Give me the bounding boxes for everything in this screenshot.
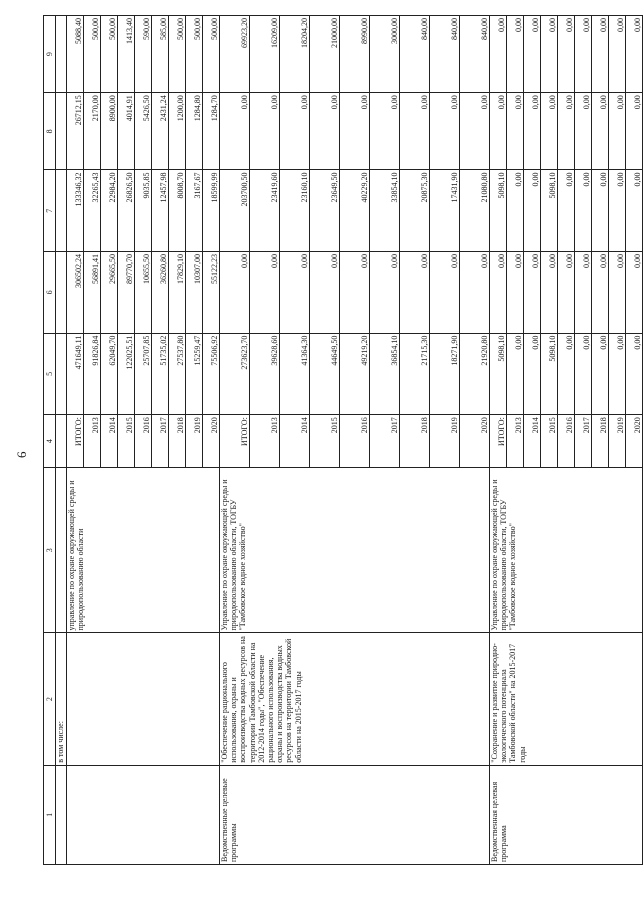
- cell-empty: [56, 468, 67, 633]
- amount-cell: 840,00: [400, 16, 430, 93]
- agency-name: управление по охране окружающей среды и природопользованию области: [67, 468, 220, 633]
- amount-cell: 0,00: [250, 93, 280, 170]
- amount-cell: 0,00: [558, 333, 575, 415]
- amount-cell: 3167,67: [186, 170, 203, 252]
- amount-cell: 21715,30: [400, 333, 430, 415]
- amount-cell: 500,00: [84, 16, 101, 93]
- cell-empty: [67, 765, 220, 864]
- year-cell: ИТОГО:: [67, 415, 84, 468]
- amount-cell: 29665,50: [101, 252, 118, 334]
- amount-cell: 41364,30: [280, 333, 310, 415]
- year-cell: 2014: [101, 415, 118, 468]
- year-cell: 2013: [84, 415, 101, 468]
- amount-cell: 56891,41: [84, 252, 101, 334]
- amount-cell: 500,00: [169, 16, 186, 93]
- amount-cell: 27537,80: [169, 333, 186, 415]
- year-cell: 2017: [370, 415, 400, 468]
- amount-cell: 2431,24: [152, 93, 169, 170]
- amount-cell: 0,00: [575, 252, 592, 334]
- amount-cell: 0,00: [507, 170, 524, 252]
- amount-cell: 0,00: [541, 16, 558, 93]
- amount-cell: 590,00: [135, 16, 152, 93]
- header-row: [44, 16, 56, 865]
- year-cell: 2019: [186, 415, 203, 468]
- amount-cell: 55122,23: [203, 252, 220, 334]
- amount-cell: 0,00: [558, 16, 575, 93]
- amount-cell: 2170,00: [84, 93, 101, 170]
- amount-cell: 36854,10: [370, 333, 400, 415]
- year-cell: 2017: [152, 415, 169, 468]
- amount-cell: 0,00: [592, 333, 609, 415]
- year-cell: 2018: [592, 415, 609, 468]
- cell-empty: [56, 252, 67, 334]
- amount-cell: 0,00: [626, 170, 643, 252]
- amount-cell: 273623,70: [220, 333, 250, 415]
- header-cell: 6: [44, 252, 56, 334]
- year-cell: 2015: [118, 415, 135, 468]
- amount-cell: 0,00: [340, 252, 370, 334]
- amount-cell: 89770,70: [118, 252, 135, 334]
- year-cell: 2019: [609, 415, 626, 468]
- amount-cell: 10307,00: [186, 252, 203, 334]
- amount-cell: 306502,24: [67, 252, 84, 334]
- year-cell: 2015: [310, 415, 340, 468]
- amount-cell: 133346,32: [67, 170, 84, 252]
- amount-cell: 20875,30: [400, 170, 430, 252]
- cell-empty: [56, 16, 67, 93]
- amount-cell: 0,00: [592, 252, 609, 334]
- amount-cell: 500,00: [101, 16, 118, 93]
- amount-cell: 40229,20: [340, 170, 370, 252]
- amount-cell: 22984,20: [101, 170, 118, 252]
- amount-cell: 0,00: [524, 333, 541, 415]
- header-cell: 9: [44, 16, 56, 93]
- year-cell: 2013: [250, 415, 280, 468]
- program-executor: Управление по охране окружающей среды и природопользованию области, ТОГБУ "Тамбовское водное хозяйство": [220, 468, 490, 633]
- amount-cell: 21920,80: [460, 333, 490, 415]
- amount-cell: 0,00: [310, 252, 340, 334]
- header-cell: 4: [44, 415, 56, 468]
- table-row: [490, 16, 507, 865]
- amount-cell: 10655,50: [135, 252, 152, 334]
- header-cell: 5: [44, 333, 56, 415]
- cell-empty: [56, 415, 67, 468]
- amount-cell: 471649,11: [67, 333, 84, 415]
- table-row: [220, 16, 250, 865]
- amount-cell: 0,00: [490, 16, 507, 93]
- amount-cell: 75506,92: [203, 333, 220, 415]
- amount-cell: 3000,00: [370, 16, 400, 93]
- amount-cell: 0,00: [609, 333, 626, 415]
- amount-cell: 8990,00: [340, 16, 370, 93]
- amount-cell: 0,00: [558, 93, 575, 170]
- amount-cell: 25707,85: [135, 333, 152, 415]
- subheading-label: в том числе:: [56, 633, 67, 765]
- amount-cell: 17829,10: [169, 252, 186, 334]
- amount-cell: 0,00: [575, 93, 592, 170]
- amount-cell: 122025,51: [118, 333, 135, 415]
- amount-cell: 5088,40: [67, 16, 84, 93]
- amount-cell: 0,00: [575, 16, 592, 93]
- year-cell: 2020: [626, 415, 643, 468]
- amount-cell: 0,00: [558, 170, 575, 252]
- year-cell: 2020: [460, 415, 490, 468]
- program-name: "Обеспечение рационального использования, охраны и воспроизводства водных ресурсов на территории Тамбовской области на 2012-2014 годы", "Обеспечение рационального использования, охраны и воспроизводства водных ресурсов на территории Тамбовской области на 2015-2017 годы: [220, 633, 490, 765]
- program-executor: Управление по охране окружающей среды и природопользованию области, ТОГБУ "Тамбовское водное хозяйство": [490, 468, 643, 633]
- amount-cell: 12457,98: [152, 170, 169, 252]
- amount-cell: 0,00: [370, 93, 400, 170]
- amount-cell: 5098,10: [541, 333, 558, 415]
- amount-cell: 0,00: [626, 252, 643, 334]
- amount-cell: 5098,10: [541, 170, 558, 252]
- header-cell: 7: [44, 170, 56, 252]
- amount-cell: 0,00: [310, 93, 340, 170]
- amount-cell: 0,00: [541, 93, 558, 170]
- amount-cell: 0,00: [400, 93, 430, 170]
- page-number: 6: [14, 451, 29, 458]
- amount-cell: 18204,20: [280, 16, 310, 93]
- amount-cell: 0,00: [575, 170, 592, 252]
- amount-cell: 0,00: [280, 252, 310, 334]
- header-cell: 8: [44, 93, 56, 170]
- year-cell: 2019: [430, 415, 460, 468]
- amount-cell: 49219,20: [340, 333, 370, 415]
- cell-empty: [67, 633, 220, 765]
- amount-cell: 5426,50: [135, 93, 152, 170]
- amount-cell: 23419,60: [250, 170, 280, 252]
- amount-cell: 1413,40: [118, 16, 135, 93]
- amount-cell: 23160,10: [280, 170, 310, 252]
- year-cell: 2016: [135, 415, 152, 468]
- amount-cell: 39628,60: [250, 333, 280, 415]
- program-name: "Сохранение и развитие природно-экологического потенциала Тамбовской области" на 2015-2017 годы: [490, 633, 643, 765]
- budget-table: [43, 15, 643, 865]
- amount-cell: 26826,50: [118, 170, 135, 252]
- year-cell: 2018: [169, 415, 186, 468]
- amount-cell: 500,00: [186, 16, 203, 93]
- amount-cell: 44649,50: [310, 333, 340, 415]
- amount-cell: 0,00: [340, 93, 370, 170]
- table-row: [67, 16, 84, 865]
- amount-cell: 0,00: [626, 333, 643, 415]
- amount-cell: 17431,90: [430, 170, 460, 252]
- amount-cell: 8008,70: [169, 170, 186, 252]
- amount-cell: 33854,10: [370, 170, 400, 252]
- amount-cell: 0,00: [490, 252, 507, 334]
- amount-cell: 0,00: [507, 252, 524, 334]
- amount-cell: 0,00: [280, 93, 310, 170]
- year-cell: 2014: [280, 415, 310, 468]
- amount-cell: 91826,84: [84, 333, 101, 415]
- amount-cell: 0,00: [524, 93, 541, 170]
- amount-cell: 0,00: [490, 93, 507, 170]
- amount-cell: 0,00: [430, 252, 460, 334]
- amount-cell: 0,00: [626, 16, 643, 93]
- year-cell: ИТОГО:: [220, 415, 250, 468]
- amount-cell: 0,00: [507, 333, 524, 415]
- amount-cell: 16209,00: [250, 16, 280, 93]
- amount-cell: 500,00: [203, 16, 220, 93]
- amount-cell: 0,00: [592, 93, 609, 170]
- header-cell: 3: [44, 468, 56, 633]
- year-cell: 2016: [558, 415, 575, 468]
- amount-cell: 0,00: [250, 252, 280, 334]
- program-type: Ведомственная целевая программа: [490, 765, 643, 864]
- amount-cell: 1200,00: [169, 93, 186, 170]
- amount-cell: 0,00: [592, 170, 609, 252]
- amount-cell: 18599,99: [203, 170, 220, 252]
- amount-cell: 21000,00: [310, 16, 340, 93]
- amount-cell: 4014,91: [118, 93, 135, 170]
- amount-cell: 0,00: [575, 333, 592, 415]
- amount-cell: 5098,10: [490, 170, 507, 252]
- program-type: Ведомственные целевые программы: [220, 765, 490, 864]
- year-cell: ИТОГО:: [490, 415, 507, 468]
- year-cell: 2017: [575, 415, 592, 468]
- amount-cell: 21080,80: [460, 170, 490, 252]
- amount-cell: 0,00: [541, 252, 558, 334]
- amount-cell: 32265,43: [84, 170, 101, 252]
- amount-cell: 23649,50: [310, 170, 340, 252]
- amount-cell: 15259,47: [186, 333, 203, 415]
- amount-cell: 585,00: [152, 16, 169, 93]
- amount-cell: 62049,70: [101, 333, 118, 415]
- amount-cell: 0,00: [524, 252, 541, 334]
- amount-cell: 0,00: [524, 16, 541, 93]
- amount-cell: 0,00: [220, 93, 250, 170]
- year-cell: 2016: [340, 415, 370, 468]
- amount-cell: 1284,80: [186, 93, 203, 170]
- header-cell: 1: [44, 765, 56, 864]
- amount-cell: 0,00: [592, 16, 609, 93]
- amount-cell: 0,00: [609, 170, 626, 252]
- amount-cell: 0,00: [430, 93, 460, 170]
- amount-cell: 0,00: [400, 252, 430, 334]
- amount-cell: 203700,50: [220, 170, 250, 252]
- year-cell: 2014: [524, 415, 541, 468]
- subheading-row: [56, 16, 67, 865]
- amount-cell: 840,00: [430, 16, 460, 93]
- amount-cell: 8900,00: [101, 93, 118, 170]
- year-cell: 2020: [203, 415, 220, 468]
- amount-cell: 0,00: [524, 170, 541, 252]
- amount-cell: 0,00: [507, 93, 524, 170]
- year-cell: 2018: [400, 415, 430, 468]
- cell-empty: [56, 170, 67, 252]
- amount-cell: 0,00: [626, 93, 643, 170]
- amount-cell: 18271,90: [430, 333, 460, 415]
- amount-cell: 0,00: [558, 252, 575, 334]
- amount-cell: 69923,20: [220, 16, 250, 93]
- year-cell: 2015: [541, 415, 558, 468]
- amount-cell: 0,00: [507, 16, 524, 93]
- amount-cell: 1284,70: [203, 93, 220, 170]
- cell-empty: [56, 333, 67, 415]
- cell-empty: [56, 765, 67, 864]
- year-cell: 2013: [507, 415, 524, 468]
- amount-cell: 840,00: [460, 16, 490, 93]
- amount-cell: 9035,85: [135, 170, 152, 252]
- amount-cell: 0,00: [609, 252, 626, 334]
- amount-cell: 0,00: [460, 93, 490, 170]
- amount-cell: 26712,15: [67, 93, 84, 170]
- amount-cell: 0,00: [609, 93, 626, 170]
- amount-cell: 0,00: [609, 16, 626, 93]
- amount-cell: 36260,80: [152, 252, 169, 334]
- cell-empty: [56, 93, 67, 170]
- amount-cell: 5098,10: [490, 333, 507, 415]
- amount-cell: 0,00: [370, 252, 400, 334]
- amount-cell: 51735,02: [152, 333, 169, 415]
- header-cell: 2: [44, 633, 56, 765]
- amount-cell: 0,00: [220, 252, 250, 334]
- amount-cell: 0,00: [460, 252, 490, 334]
